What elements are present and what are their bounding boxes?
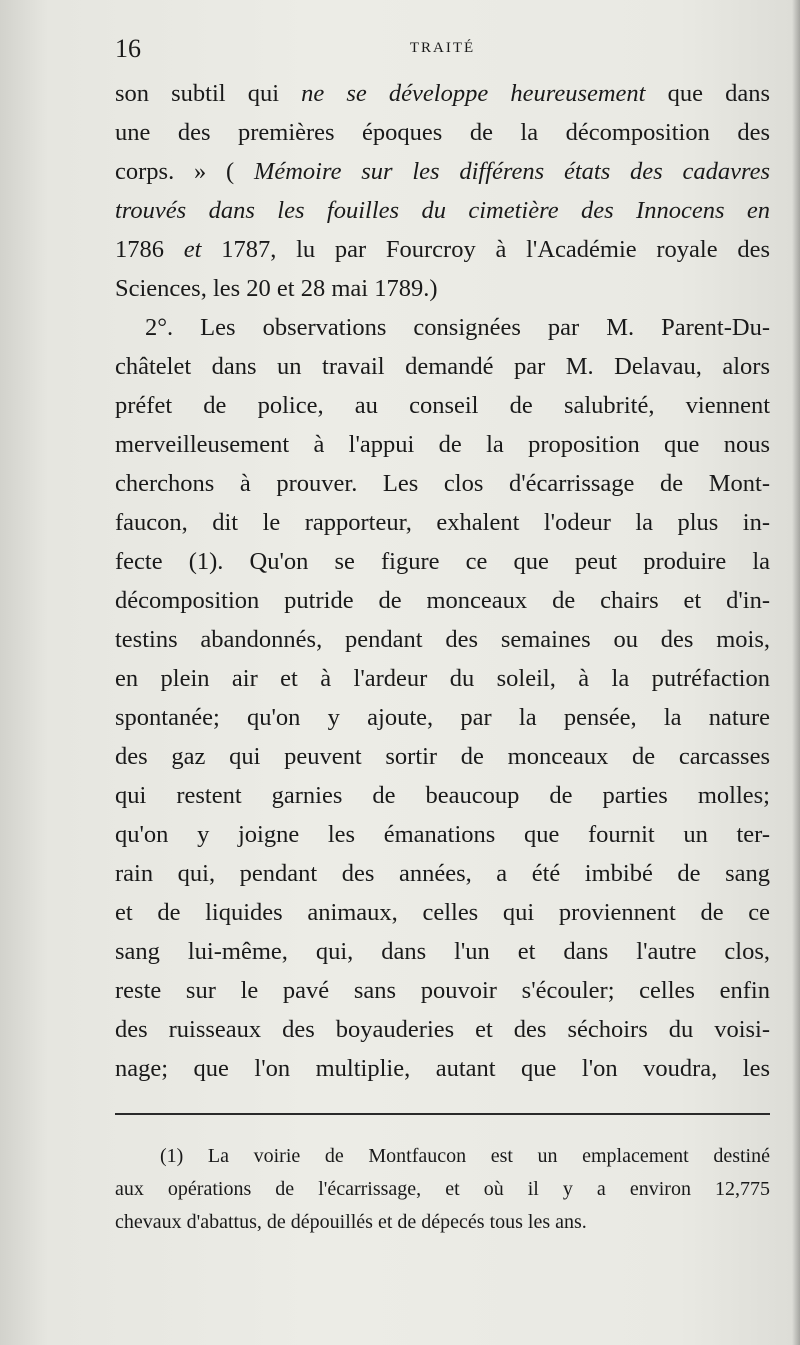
text-line: sang lui-même, qui, dans l'un et dans l'autre clos, [115, 938, 770, 965]
text-line: et de liquides animaux, celles qui proviennent de ce [115, 899, 770, 926]
text-line: Sciences, les 20 et 28 mai 1789.) [115, 275, 438, 302]
text-line: faucon, dit le rapporteur, exhalent l'odeur la plus in- [115, 509, 770, 536]
footnote-line: chevaux d'abattus, de dépouillés et de dépecés tous les ans. [115, 1211, 587, 1233]
text-line: une des premières époques de la décomposition des [115, 119, 770, 146]
text-line: décomposition putride de monceaux de chairs et d'in- [115, 587, 770, 614]
footnote [115, 1140, 770, 1239]
text-line: reste sur le pavé sans pouvoir s'écouler; celles enfin [115, 977, 770, 1004]
text-line: préfet de police, au conseil de salubrité, viennent [115, 392, 770, 419]
body-text [115, 74, 770, 1088]
running-head [115, 34, 770, 64]
text-line: fecte (1). Qu'on se figure ce que peut produire la [115, 548, 770, 575]
text-line: trouvés dans les fouilles du cimetière des Innocens en [115, 197, 770, 224]
text-line: qu'on y joigne les émanations que fournit un ter- [115, 821, 770, 848]
footnote-rule [115, 1113, 770, 1115]
text-line: merveilleusement à l'appui de la proposition que nous [115, 431, 770, 458]
footnote-line: aux opérations de l'écarrissage, et où il y a environ 12,775 [115, 1178, 770, 1200]
text-line: corps. » ( Mémoire sur les différens états des cadavres [115, 158, 770, 185]
text-line: châtelet dans un travail demandé par M. Delavau, alors [115, 353, 770, 380]
text-line: en plein air et à l'ardeur du soleil, à la putréfaction [115, 665, 770, 692]
text-line: son subtil qui ne se développe heureusement que dans [115, 80, 770, 107]
text-line: rain qui, pendant des années, a été imbibé de sang [115, 860, 770, 887]
text-line: des ruisseaux des boyauderies et des séchoirs du voisi- [115, 1016, 770, 1043]
text-line: spontanée; qu'on y ajoute, par la pensée, la nature [115, 704, 770, 731]
text-line: 1786 et 1787, lu par Fourcroy à l'Académie royale des [115, 236, 770, 263]
text-line: qui restent garnies de beaucoup de parties molles; [115, 782, 770, 809]
text-line: nage; que l'on multiplie, autant que l'on voudra, les [115, 1055, 770, 1082]
text-line: testins abandonnés, pendant des semaines ou des mois, [115, 626, 770, 653]
text-line: 2°. Les observations consignées par M. Parent-Du- [145, 314, 770, 341]
text-line: des gaz qui peuvent sortir de monceaux de carcasses [115, 743, 770, 770]
text-line: cherchons à prouver. Les clos d'écarrissage de Mont- [115, 470, 770, 497]
footnote-line: (1) La voirie de Montfaucon est un emplacement destiné [160, 1145, 770, 1167]
running-title: TRAITÉ [409, 40, 476, 56]
page-number: 16 [115, 34, 141, 63]
